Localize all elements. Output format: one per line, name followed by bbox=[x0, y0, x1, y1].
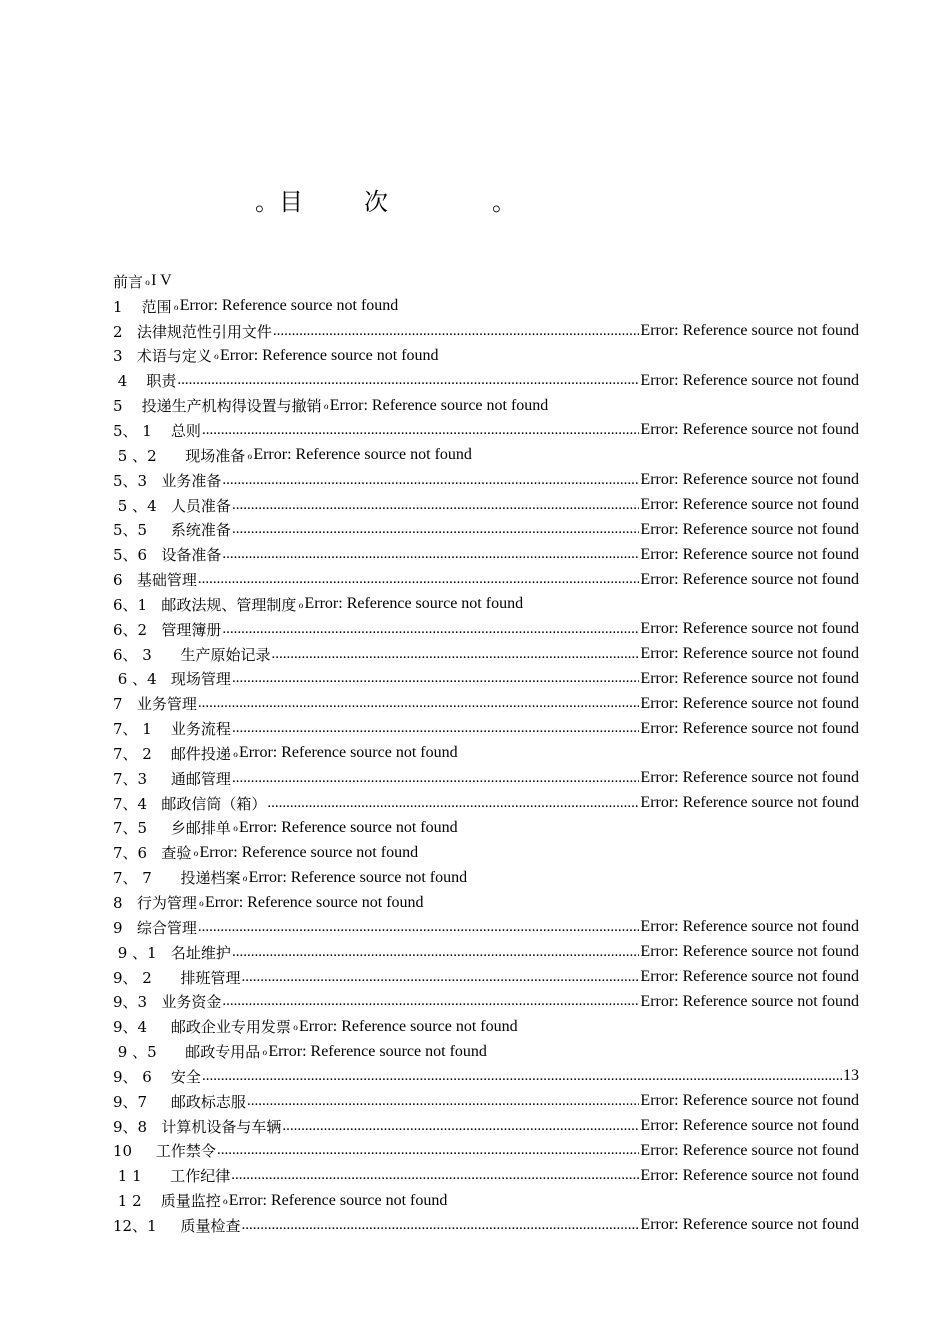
toc-entry-label: 4 职责 bbox=[113, 372, 177, 391]
toc-entry[interactable] bbox=[113, 890, 859, 915]
toc-entry-label: 9、3 业务资金 bbox=[113, 993, 222, 1012]
toc-entry[interactable] bbox=[113, 840, 859, 865]
dot-leader bbox=[282, 1118, 639, 1135]
field-marker-icon: ℴ bbox=[232, 821, 239, 835]
title-text: 目 次 bbox=[279, 188, 389, 216]
toc-entry[interactable] bbox=[113, 642, 859, 667]
toc-entry-page: Error: Reference source not found bbox=[640, 371, 859, 389]
table-of-contents bbox=[113, 269, 859, 1238]
toc-entry[interactable] bbox=[113, 393, 859, 418]
toc-entry-label: 7、5 乡邮排单 bbox=[113, 819, 231, 838]
dot-leader bbox=[271, 646, 639, 663]
toc-entry-label: 6、2 管理簿册 bbox=[113, 620, 222, 639]
field-marker-icon: ℴ bbox=[298, 597, 304, 611]
dot-leader bbox=[222, 546, 639, 563]
toc-entry-label: 1 1 工作纪律 bbox=[113, 1167, 231, 1186]
toc-entry-label: 7、 7 投递档案 bbox=[113, 869, 241, 888]
field-marker-icon: ℴ bbox=[173, 299, 179, 313]
toc-entry-page: Error: Reference source not found bbox=[304, 595, 524, 613]
toc-entry-page: Error: Reference source not found bbox=[640, 570, 859, 588]
dot-leader bbox=[232, 497, 639, 514]
toc-entry-page: Error: Reference source not found bbox=[268, 1042, 487, 1060]
dot-leader bbox=[217, 1142, 639, 1159]
toc-entry-page: Error: Reference source not found bbox=[640, 645, 859, 663]
toc-entry[interactable] bbox=[113, 517, 859, 542]
title-mark-left: 。 bbox=[255, 188, 279, 216]
toc-entry[interactable] bbox=[113, 1114, 859, 1139]
toc-entry[interactable] bbox=[113, 865, 859, 890]
toc-entry-page: Error: Reference source not found bbox=[219, 346, 439, 364]
toc-entry[interactable] bbox=[113, 1014, 859, 1039]
toc-entry[interactable] bbox=[113, 1139, 859, 1164]
toc-entry-label: 3 术语与定义 bbox=[113, 347, 212, 366]
dot-leader bbox=[232, 720, 639, 737]
toc-entry-page: Error: Reference source not found bbox=[640, 694, 859, 712]
toc-entry-page: Error: Reference source not found bbox=[239, 744, 458, 762]
toc-entry-page: Error: Reference source not found bbox=[640, 471, 859, 489]
dot-leader bbox=[202, 422, 639, 439]
toc-entry-label: 6 基础管理 bbox=[113, 571, 197, 590]
dot-leader bbox=[267, 795, 639, 812]
toc-entry[interactable] bbox=[113, 1064, 859, 1089]
toc-entry[interactable] bbox=[113, 915, 859, 940]
dot-leader bbox=[231, 1167, 639, 1184]
toc-entry[interactable] bbox=[113, 269, 859, 294]
dot-leader bbox=[273, 323, 640, 340]
toc-entry-label: 9、 6 安全 bbox=[113, 1067, 201, 1086]
toc-entry-page: Error: Reference source not found bbox=[329, 396, 549, 414]
field-marker-icon: ℴ bbox=[193, 846, 199, 860]
toc-entry-label: 5 投递生产机构得设置与撤销 bbox=[113, 397, 322, 416]
toc-entry-page: Error: Reference source not found bbox=[640, 545, 859, 563]
toc-entry[interactable] bbox=[113, 716, 859, 741]
toc-entry[interactable] bbox=[113, 1188, 859, 1213]
toc-entry-label: 5、 1 总则 bbox=[113, 421, 201, 440]
dot-leader bbox=[198, 919, 640, 936]
toc-entry-page: Error: Reference source not found bbox=[640, 918, 859, 936]
toc-entry[interactable] bbox=[113, 965, 859, 990]
toc-entry[interactable] bbox=[113, 1089, 859, 1114]
toc-entry-label: 5、6 设备准备 bbox=[113, 546, 222, 565]
toc-entry[interactable] bbox=[113, 542, 859, 567]
toc-entry[interactable] bbox=[113, 493, 859, 518]
field-marker-icon: ℴ bbox=[213, 349, 219, 363]
toc-entry-label: 9、 2 排班管理 bbox=[113, 968, 241, 987]
toc-entry[interactable] bbox=[113, 691, 859, 716]
toc-entry[interactable] bbox=[113, 1213, 859, 1238]
toc-entry-page: Error: Reference source not found bbox=[299, 1017, 518, 1035]
toc-entry-label: 8 行为管理 bbox=[113, 894, 197, 913]
toc-entry-page: Error: Reference source not found bbox=[640, 719, 859, 737]
toc-entry[interactable] bbox=[113, 940, 859, 965]
toc-entry-label: 7、6 查验 bbox=[113, 844, 192, 863]
dot-leader bbox=[241, 969, 639, 986]
toc-entry-label: 9、8 计算机设备与车辆 bbox=[113, 1117, 282, 1136]
toc-entry-page: Error: Reference source not found bbox=[640, 620, 859, 638]
toc-entry[interactable] bbox=[113, 1163, 859, 1188]
toc-entry-page: Error: Reference source not found bbox=[640, 1166, 859, 1184]
toc-entry-label: 9 综合管理 bbox=[113, 918, 197, 937]
toc-entry-label: 7、 2 邮件投递 bbox=[113, 744, 231, 763]
toc-entry[interactable] bbox=[113, 294, 859, 319]
toc-entry-label: 9 、5 邮政专用品 bbox=[113, 1043, 261, 1062]
toc-entry-page: Error: Reference source not found bbox=[248, 868, 468, 886]
toc-entry[interactable] bbox=[113, 344, 859, 369]
toc-title bbox=[255, 182, 516, 217]
toc-entry-page: Error: Reference source not found bbox=[204, 893, 424, 911]
toc-entry-label: 7、 1 业务流程 bbox=[113, 720, 231, 739]
toc-entry-label: 前言 bbox=[113, 272, 144, 291]
toc-entry-page: Error: Reference source not found bbox=[640, 794, 859, 812]
toc-entry[interactable] bbox=[113, 741, 859, 766]
toc-entry[interactable] bbox=[113, 617, 859, 642]
toc-entry[interactable] bbox=[113, 418, 859, 443]
dot-leader bbox=[232, 670, 639, 687]
toc-entry-label: 2 法律规范性引用文件 bbox=[113, 322, 272, 341]
toc-entry-page: 13 bbox=[843, 1067, 859, 1085]
dot-leader bbox=[232, 770, 639, 787]
toc-entry-label: 6、1 邮政法规、管理制度 bbox=[113, 595, 297, 614]
toc-entry-page: Error: Reference source not found bbox=[253, 446, 472, 464]
toc-entry[interactable] bbox=[113, 766, 859, 791]
toc-entry-label: 9、7 邮政标志服 bbox=[113, 1092, 246, 1111]
toc-entry-label: 9、4 邮政企业专用发票 bbox=[113, 1018, 291, 1037]
toc-entry-label: 7、4 邮政信筒（箱） bbox=[113, 794, 267, 813]
toc-entry-label: 5、3 业务准备 bbox=[113, 471, 222, 490]
toc-entry-page: Error: Reference source not found bbox=[179, 297, 399, 315]
toc-entry[interactable] bbox=[113, 468, 859, 493]
dot-leader bbox=[222, 993, 639, 1010]
toc-entry-page: Error: Reference source not found bbox=[640, 669, 859, 687]
dot-leader bbox=[241, 1217, 639, 1234]
toc-entry[interactable] bbox=[113, 368, 859, 393]
dot-leader bbox=[198, 695, 640, 712]
toc-entry-label: 7 业务管理 bbox=[113, 695, 197, 714]
toc-entry[interactable] bbox=[113, 567, 859, 592]
toc-entry-page: Error: Reference source not found bbox=[640, 769, 859, 787]
toc-entry-page: Error: Reference source not found bbox=[640, 322, 859, 340]
toc-entry[interactable] bbox=[113, 667, 859, 692]
toc-entry-page: Error: Reference source not found bbox=[199, 843, 419, 861]
toc-entry-page: Error: Reference source not found bbox=[640, 968, 859, 986]
toc-entry-page: Error: Reference source not found bbox=[640, 943, 859, 961]
dot-leader bbox=[247, 1093, 639, 1110]
field-marker-icon: ℴ bbox=[323, 399, 329, 413]
toc-entry-label: 9 、1 名址维护 bbox=[113, 943, 231, 962]
toc-entry-page: Error: Reference source not found bbox=[640, 992, 859, 1010]
field-marker-icon: ℴ bbox=[232, 746, 239, 760]
toc-entry[interactable] bbox=[113, 1039, 859, 1064]
toc-entry-label: 10 工作禁令 bbox=[113, 1142, 216, 1161]
toc-entry[interactable] bbox=[113, 592, 859, 617]
dot-leader bbox=[198, 571, 640, 588]
field-marker-icon: ℴ bbox=[242, 871, 248, 885]
toc-entry-label: 1 2 质量监控 bbox=[113, 1192, 221, 1211]
toc-entry-page: Error: Reference source not found bbox=[640, 520, 859, 538]
dot-leader bbox=[232, 944, 639, 961]
toc-entry-page: Error: Reference source not found bbox=[640, 1216, 859, 1234]
toc-entry-page: Error: Reference source not found bbox=[640, 1117, 859, 1135]
toc-entry-page: Error: Reference source not found bbox=[640, 1141, 859, 1159]
toc-entry-page: Error: Reference source not found bbox=[640, 421, 859, 439]
toc-entry-page: Error: Reference source not found bbox=[640, 1092, 859, 1110]
toc-entry-page: Error: Reference source not found bbox=[239, 818, 458, 836]
toc-entry-label: 5、5 系统准备 bbox=[113, 521, 231, 540]
toc-entry[interactable] bbox=[113, 443, 859, 468]
toc-entry[interactable] bbox=[113, 816, 859, 841]
toc-entry-page: I V bbox=[151, 272, 172, 290]
field-marker-icon: ℴ bbox=[198, 896, 204, 910]
toc-entry-page: Error: Reference source not found bbox=[640, 496, 859, 514]
toc-entry[interactable] bbox=[113, 791, 859, 816]
toc-entry-label: 5 、4 人员准备 bbox=[113, 496, 231, 515]
dot-leader bbox=[232, 521, 639, 538]
title-mark-right: 。 bbox=[492, 188, 517, 216]
toc-entry-label: 12、1 质量检查 bbox=[113, 1216, 241, 1235]
dot-leader bbox=[222, 472, 639, 489]
dot-leader bbox=[222, 621, 639, 638]
dot-leader bbox=[177, 372, 639, 389]
dot-leader bbox=[202, 1068, 842, 1085]
toc-entry[interactable] bbox=[113, 989, 859, 1014]
toc-entry-label: 6 、4 现场管理 bbox=[113, 670, 231, 689]
field-marker-icon: ℴ bbox=[222, 1194, 228, 1208]
field-marker-icon: ℴ bbox=[262, 1045, 268, 1059]
field-marker-icon: ℴ bbox=[247, 448, 253, 462]
toc-entry-label: 6、 3 生产原始记录 bbox=[113, 645, 271, 664]
toc-entry[interactable] bbox=[113, 319, 859, 344]
field-marker-icon: ℴ bbox=[145, 274, 151, 288]
toc-entry-page: Error: Reference source not found bbox=[228, 1191, 448, 1209]
toc-entry-label: 5 、2 现场准备 bbox=[113, 446, 246, 465]
field-marker-icon: ℴ bbox=[292, 1020, 299, 1034]
toc-entry-label: 1 范围 bbox=[113, 297, 172, 316]
toc-entry-label: 7、3 通邮管理 bbox=[113, 769, 231, 788]
